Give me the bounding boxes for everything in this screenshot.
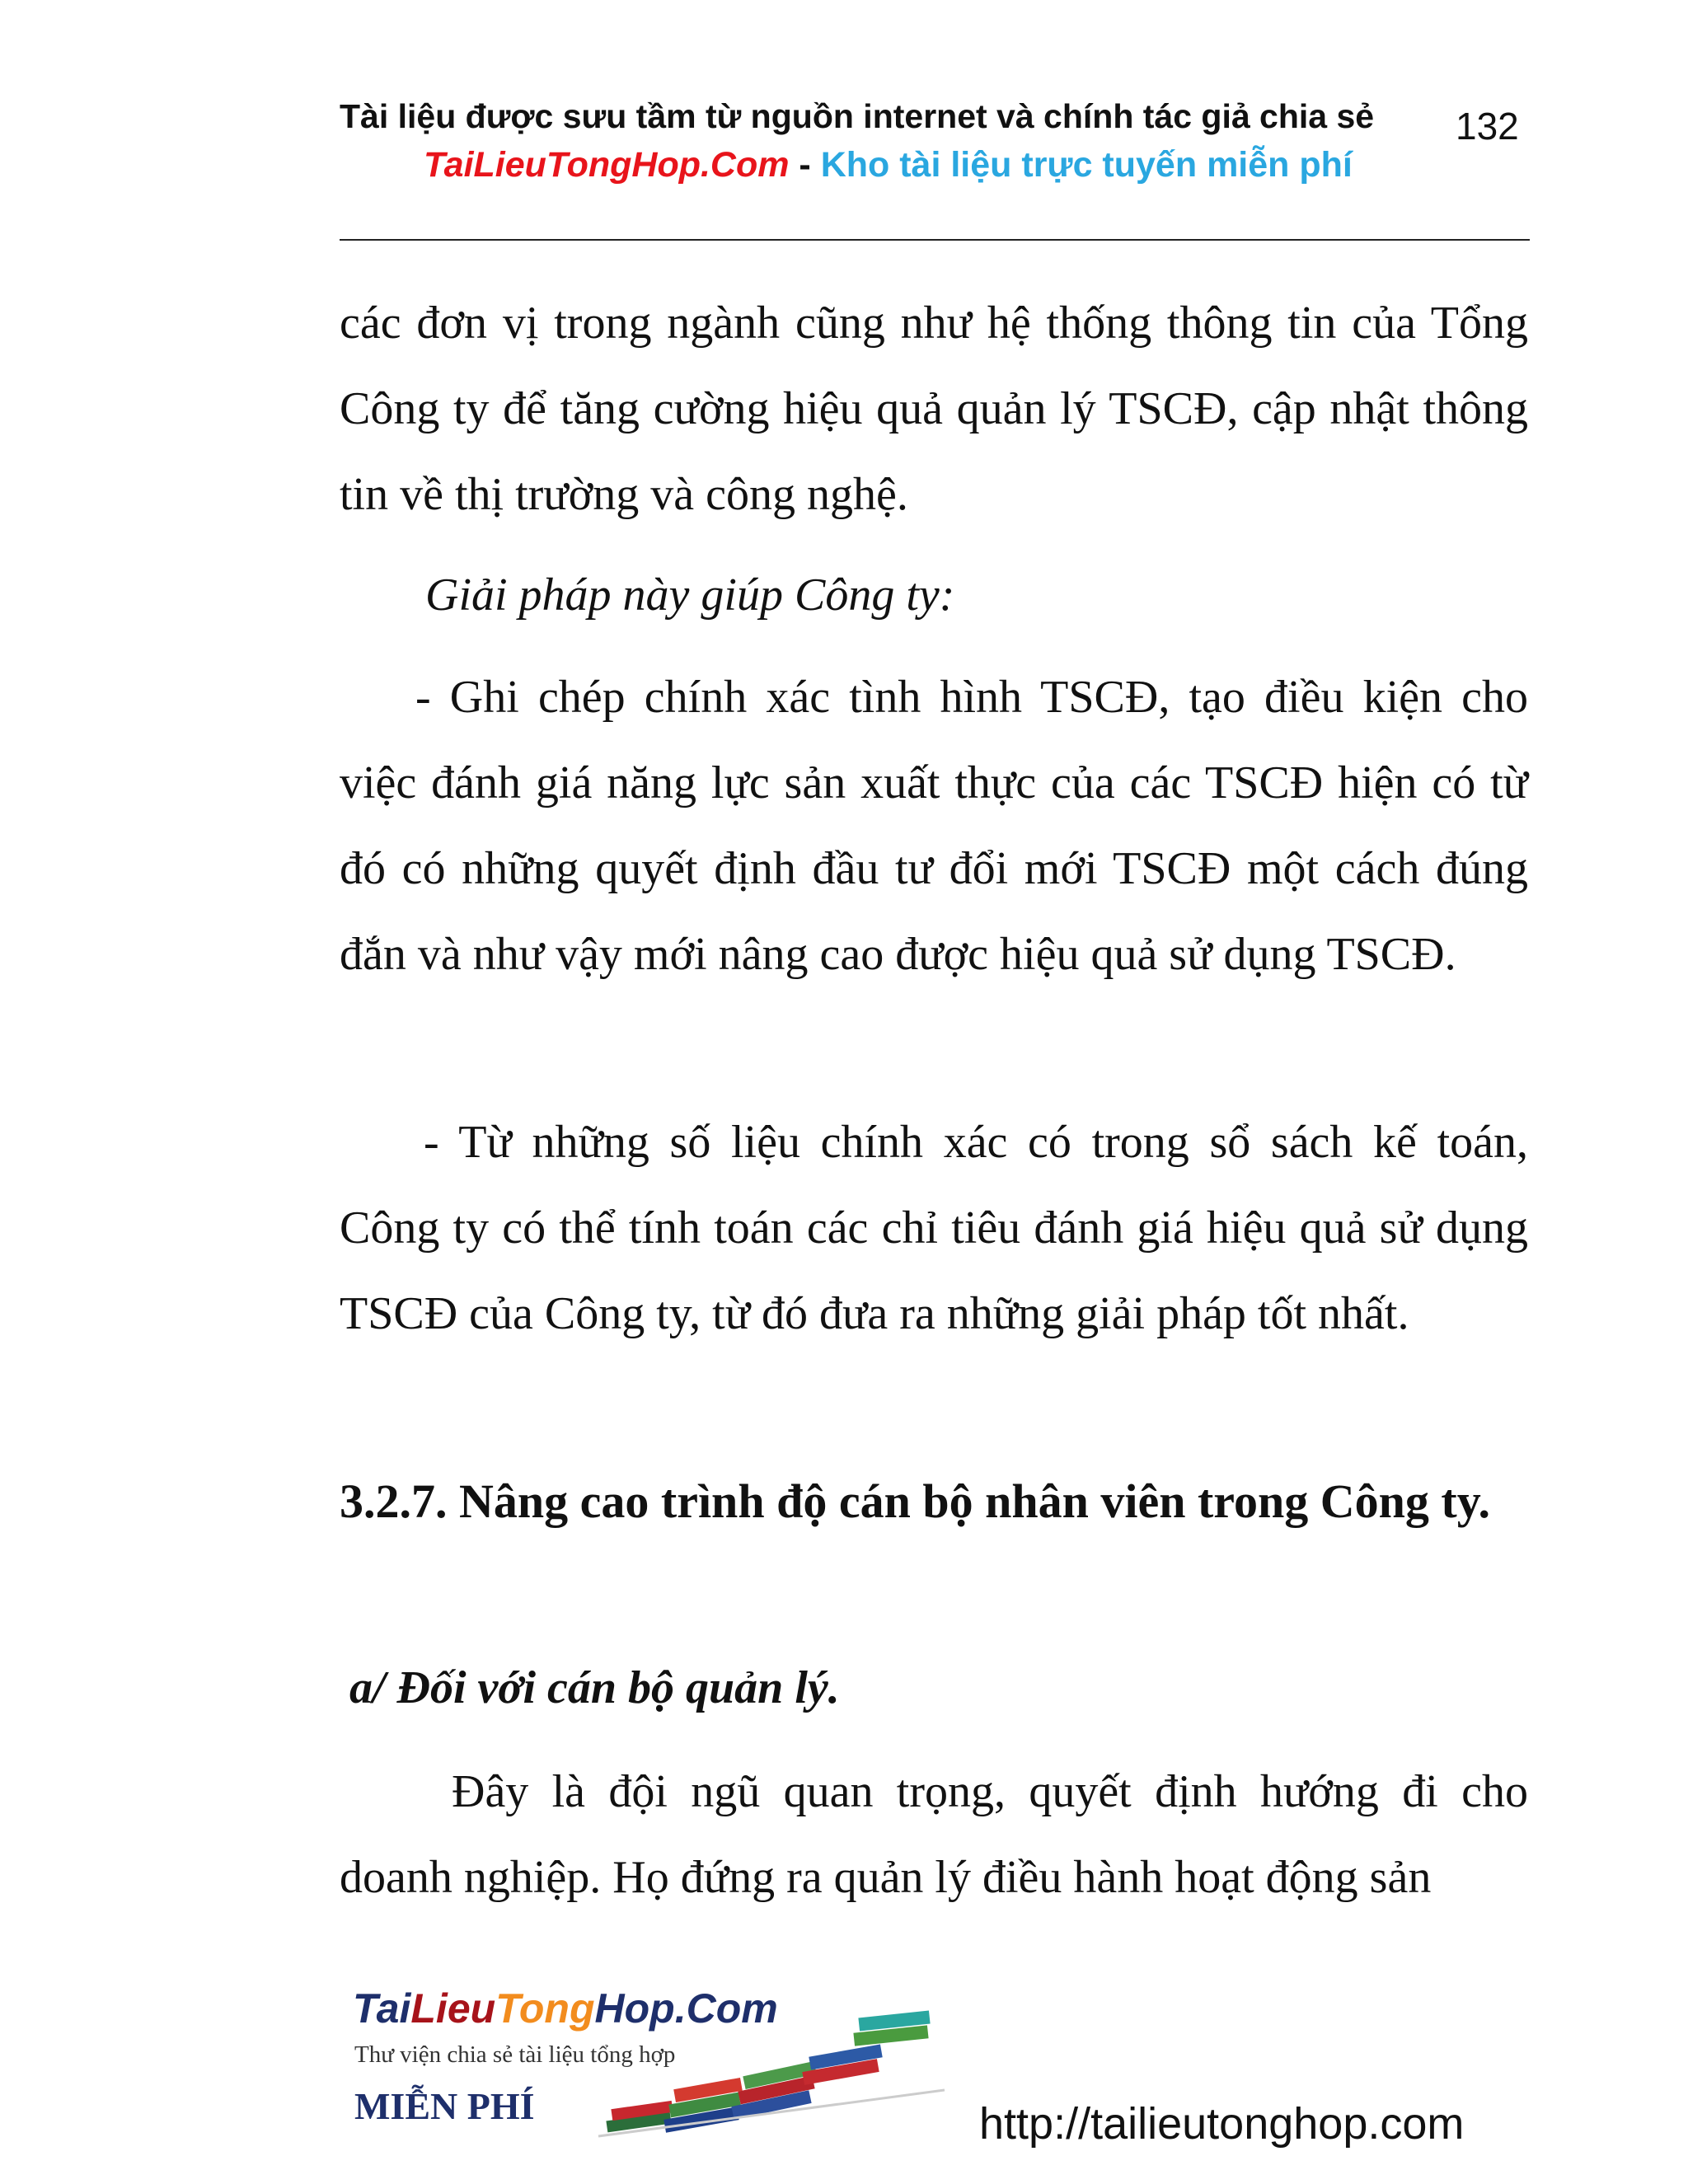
body-paragraph-5: Đây là đội ngũ quan trọng, quyết định hướng đi cho doanh nghiệp. Họ đứng ra quản lý điều hành hoạt động sản bbox=[340, 1766, 1528, 1903]
section-heading-3-2-7: 3.2.7. Nâng cao trình độ cán bộ nhân viên trong Công ty. bbox=[340, 1474, 1490, 1528]
logo-free-label: MIỄN PHÍ bbox=[354, 2085, 535, 2127]
body-paragraph-3: - Ghi chép chính xác tình hình TSCĐ, tạo điều kiện cho việc đánh giá năng lực sản xuất thực của các TSCĐ hiện có từ đó có những quyết định đầu tư đổi mới TSCĐ một cách đúng đắn và như vậy mới nâng cao được hiệu quả sử dụng TSCĐ. bbox=[340, 672, 1528, 980]
header-site-line bbox=[424, 145, 1353, 185]
body-paragraph-2: Giải pháp này giúp Công ty: bbox=[425, 569, 955, 621]
logo-subtitle: Thư viện chia sẻ tài liệu tổng hợp bbox=[354, 2041, 676, 2068]
header-separator: - bbox=[789, 145, 821, 185]
subsection-heading-a: a/ Đối với cán bộ quản lý. bbox=[349, 1662, 840, 1713]
footer-url-link[interactable]: http://tailieutonghop.com bbox=[979, 2099, 1465, 2149]
header-site-name[interactable]: TaiLieuTongHop.Com bbox=[424, 145, 790, 185]
site-logo[interactable] bbox=[351, 1975, 961, 2148]
logo-title: TaiLieuTongHop.Com bbox=[353, 1985, 778, 2032]
header-divider bbox=[340, 239, 1530, 241]
header-source-line: Tài liệu được sưu tầm từ nguồn internet và chính tác giả chia sẻ bbox=[340, 97, 1375, 135]
body-paragraph-4: - Từ những số liệu chính xác có trong sổ sách kế toán, Công ty có thể tính toán các chỉ tiêu đánh giá hiệu quả sử dụng TSCĐ của Công ty, từ đó đưa ra những giải pháp tốt nhất. bbox=[340, 1117, 1528, 1339]
header-tagline: Kho tài liệu trực tuyến miễn phí bbox=[820, 145, 1353, 185]
page-number: 132 bbox=[1456, 105, 1519, 148]
body-paragraph-1: các đơn vị trong ngành cũng như hệ thống thông tin của Tổng Công ty để tăng cường hiệu quả quản lý TSCĐ, cập nhật thông tin về thị trường và công nghệ. bbox=[340, 298, 1528, 520]
